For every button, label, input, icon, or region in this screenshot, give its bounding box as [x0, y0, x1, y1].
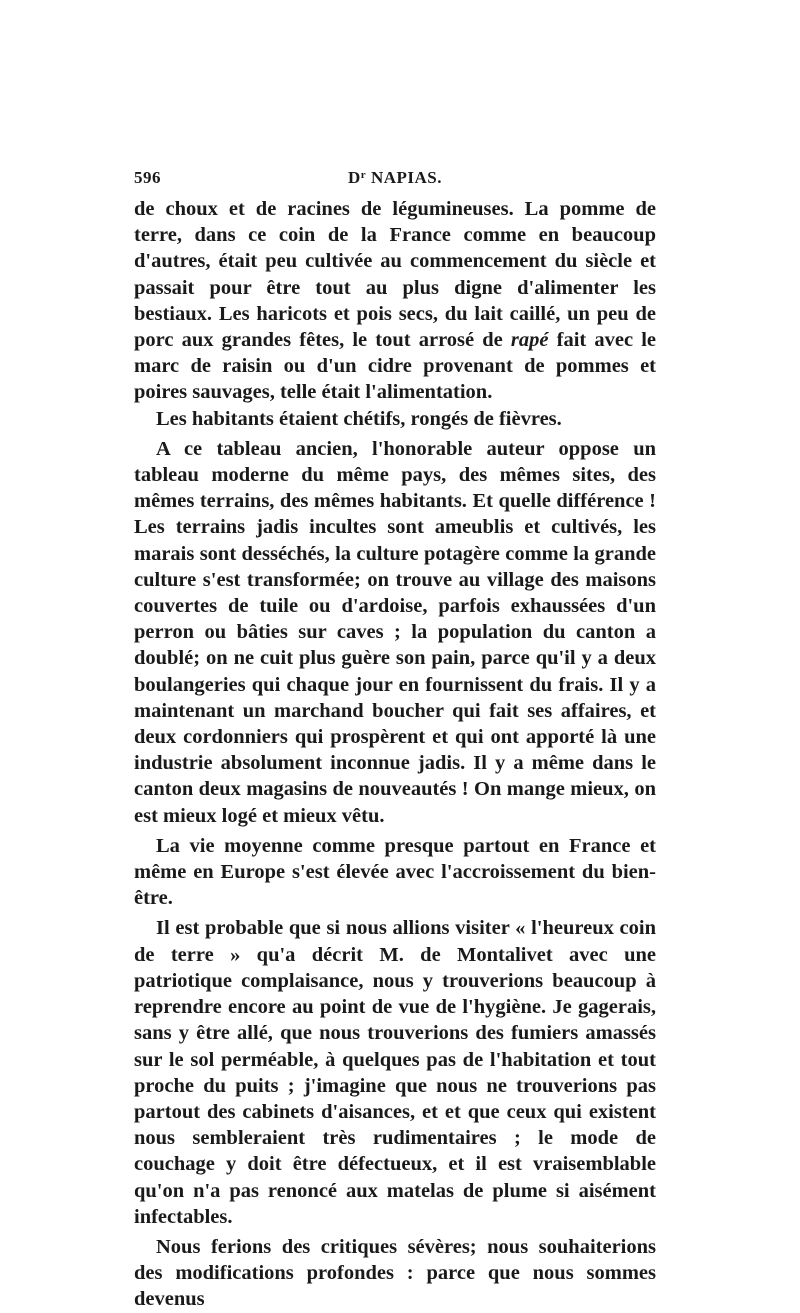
paragraph-2: Les habitants étaient chétifs, rongés de fièvres. [156, 407, 562, 430]
paragraph-5: Il est probable que si nous allions visiter « l'heureux coin de terre » qu'a décrit M. de Montalivet avec une patriotique complaisance, nous y trouverions beaucoup à reprendre encore au point de vue de l'hygiène. Je gagerais, sans y être allé, que nous trouverions des fumiers amassés sur le sol perméable, à quelques pas de l'habitation et tout proche du puits ; j'imagine que nous ne trouverions pas partout des cabinets d'aisances, et et que ceux qui existent nous sembleraient très rudimentaires ; le mode de couchage y doit être défectueux, et il est vraisemblable qu'on n'a pas renoncé aux matelas de plume si aisément infectables. [134, 917, 656, 1228]
author-prefix: D [348, 168, 361, 187]
running-title [134, 168, 656, 188]
paragraph-1-start: de choux et de racines de légumineuses. La pomme de terre, dans ce coin de la France comme en beaucoup d'autres, était peu cultivée au commencement du siècle et passait pour être tout au plus digne d'alimenter les bestiaux. Les haricots et pois secs, du lait caillé, un peu de porc aux grandes fêtes, le tout arrosé de [134, 198, 656, 352]
author-name: NAPIAS. [370, 168, 442, 187]
paragraph-4: La vie moyenne comme presque partout en France et même en Europe s'est élevée avec l'accroissement du bien-être. [134, 834, 656, 910]
paragraph-1-end: fait avec le marc de raisin ou d'un cidre provenant de pommes et poires sauvages, telle était l'alimentation. [134, 329, 656, 404]
book-page [134, 164, 656, 1313]
paragraph-3: A ce tableau ancien, l'honorable auteur oppose un tableau moderne du même pays, des mêmes sites, des mêmes terrains, des mêmes habitants. Et quelle différence ! Les terrains jadis incultes sont ameublis et cultivés, les marais sont desséchés, la culture potagère comme la grande culture s'est transformée; on trouve au village des maisons couvertes de tuile ou d'ardoise, parfois exhaussées d'un perron ou bâties sur caves ; la population du canton a doublé; on ne cuit plus guère son pain, parce qu'il y a deux boulangeries qui chaque jour en fournissent du frais. Il y a maintenant un marchand boucher qui fait ses affaires, et deux cordonniers qui prospèrent et qui ont apporté là une industrie absolument inconnue jadis. Il y a même dans le canton deux magasins de nouveautés ! On mange mieux, on est mieux logé et mieux vêtu. [134, 437, 656, 827]
page-number: 596 [134, 168, 161, 187]
author-suffix: r [360, 169, 367, 181]
paragraph-1 [134, 196, 656, 406]
italic-word: rapé [510, 329, 549, 352]
body-text [134, 196, 656, 1313]
running-head [134, 164, 656, 196]
paragraph-6: Nous ferions des critiques sévères; nous souhaiterions des modifications profondes : parce que nous sommes devenus [134, 1235, 656, 1311]
